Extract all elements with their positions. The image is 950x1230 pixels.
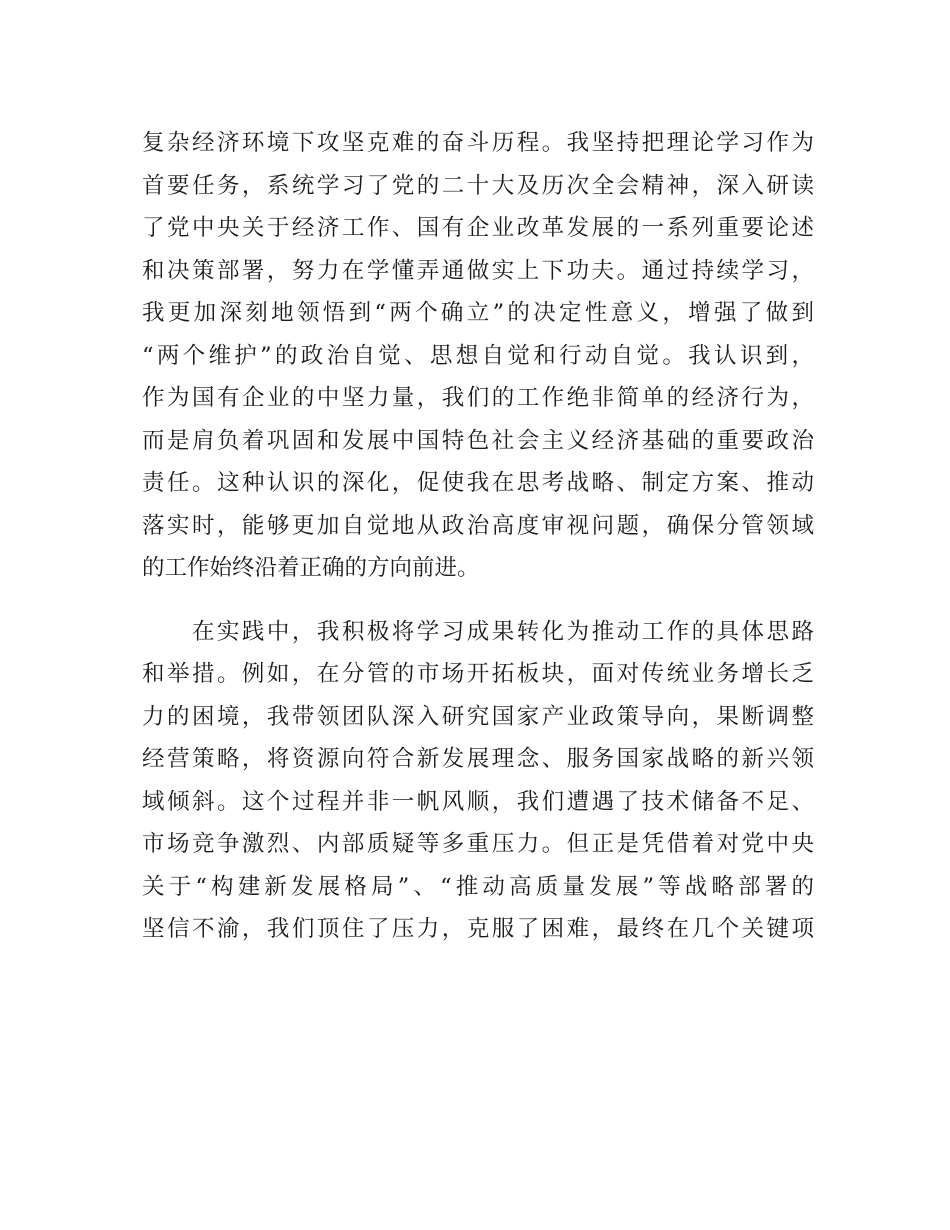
text-line: 复杂经济环境下攻坚克难的奋斗历程。我坚持把理论学习作为 — [142, 130, 814, 156]
text-line: 坚信不渝，我们顶住了压力，克服了困难，最终在几个关键项 — [142, 916, 814, 942]
text-line: 作为国有企业的中坚力量，我们的工作绝非简单的经济行为， — [142, 385, 814, 411]
text-line: 域倾斜。这个过程并非一帆风顺，我们遭遇了技术储备不足、 — [142, 788, 814, 815]
text-line: 首要任务，系统学习了党的二十大及历次全会精神，深入研读 — [142, 172, 814, 199]
text-line: 在实践中，我积极将学习成果转化为推动工作的具体思路 — [142, 618, 814, 645]
text-line: 落实时，能够更加自觉地从政治高度审视问题，确保分管领域 — [142, 512, 814, 539]
paragraph-1 — [142, 122, 814, 590]
text-line: 经营策略，将资源向符合新发展理念、服务国家战略的新兴领 — [142, 746, 814, 772]
text-line: 和举措。例如，在分管的市场开拓板块，面对传统业务增长乏 — [142, 661, 814, 687]
text-line: 关于“构建新发展格局”、“推动高质量发展”等战略部署的 — [142, 873, 814, 900]
paragraph-spacer — [142, 590, 814, 611]
document-body — [142, 122, 814, 951]
text-line: 的工作始终沿着正确的方向前进。 — [142, 555, 480, 581]
paragraph-2 — [142, 611, 814, 951]
text-line: 而是肩负着巩固和发展中国特色社会主义经济基础的重要政治 — [142, 427, 814, 454]
text-line: 我更加深刻地领悟到“两个确立”的决定性意义，增强了做到 — [142, 300, 814, 326]
text-line: 力的困境，我带领团队深入研究国家产业政策导向，果断调整 — [142, 703, 814, 730]
text-line: 和决策部署，努力在学懂弄通做实上下功夫。通过持续学习， — [142, 257, 814, 284]
text-line: 了党中央关于经济工作、国有企业改革发展的一系列重要论述 — [142, 215, 814, 241]
text-line: 市场竞争激烈、内部质疑等多重压力。但正是凭借着对党中央 — [142, 831, 814, 857]
text-line: “两个维护”的政治自觉、思想自觉和行动自觉。我认识到， — [142, 342, 814, 369]
text-line: 责任。这种认识的深化，促使我在思考战略、制定方案、推动 — [142, 470, 814, 496]
